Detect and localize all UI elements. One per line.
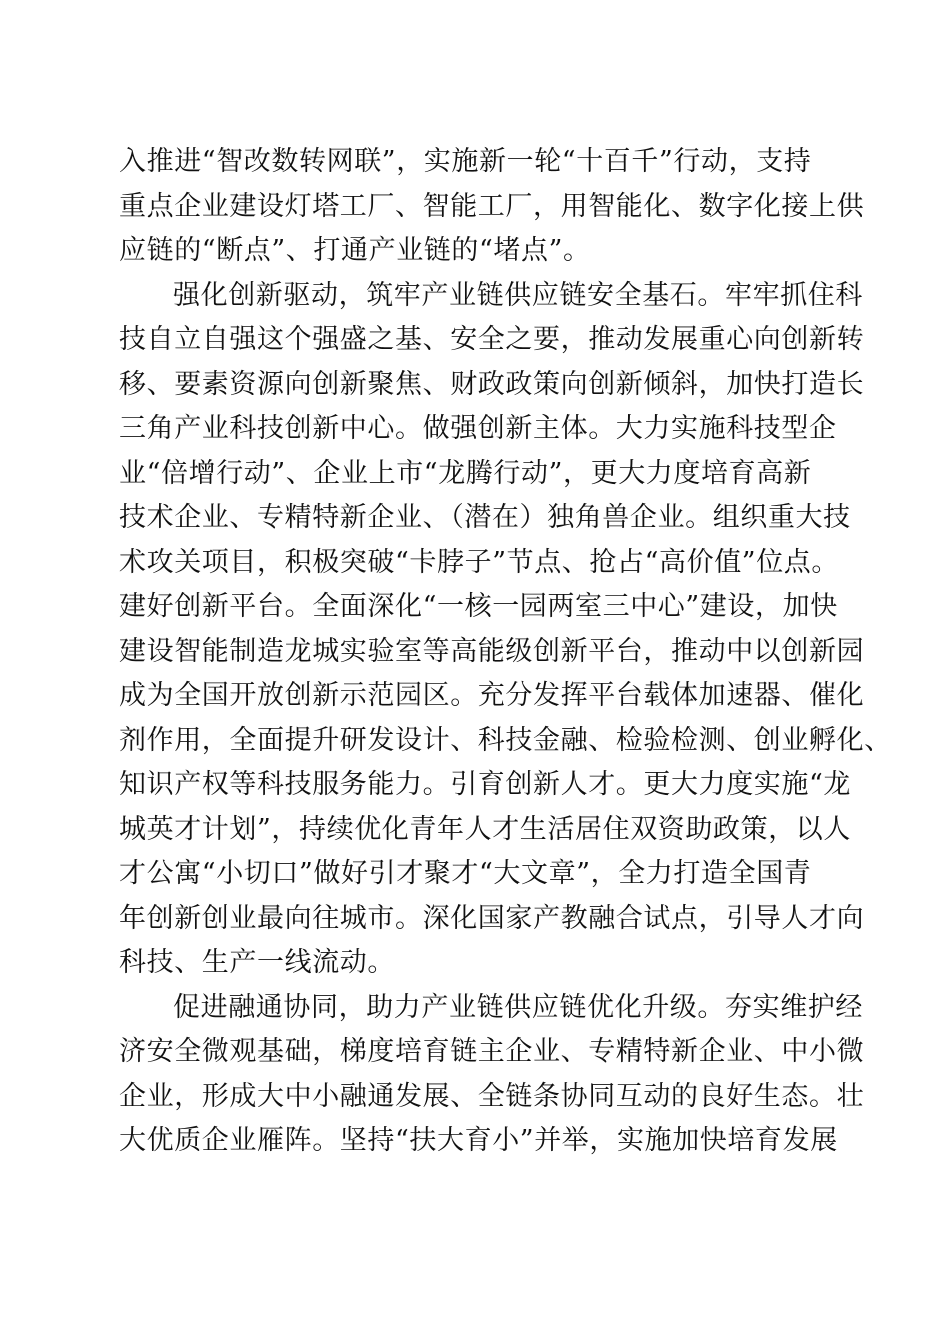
text-line: 移、要素资源向创新聚焦、财政政策向创新倾斜，加快打造长 bbox=[119, 368, 865, 400]
text-line: 剂作用，全面提升研发设计、科技金融、检验检测、创业孵化、 bbox=[119, 724, 892, 756]
text-line: 技术企业、专精特新企业、（潜在）独角兽企业。组织重大技 bbox=[119, 502, 851, 533]
text-line: 知识产权等科技服务能力。引育创新人才。更大力度实施“龙 bbox=[119, 769, 852, 800]
text-line: 业“倍增行动”、企业上市“龙腾行动”，更大力度培育高新 bbox=[119, 457, 812, 489]
text-line: 年创新创业最向往城市。深化国家产教融合试点，引导人才向 bbox=[119, 902, 865, 934]
text-line: 应链的“断点”、打通产业链的“堵点”。 bbox=[119, 235, 591, 266]
text-line: 建好创新平台。全面深化“一核一园两室三中心”建设，加快 bbox=[119, 591, 838, 622]
paragraph-start-line: 促进融通协同，助力产业链供应链优化升级。夯实维护经 bbox=[173, 991, 863, 1023]
body-text bbox=[119, 140, 892, 1164]
text-line: 术攻关项目，积极突破“卡脖子”节点、抢占“高价值”位点。 bbox=[119, 546, 840, 578]
text-line: 入推进“智改数转网联”，实施新一轮“十百千”行动，支持 bbox=[119, 146, 812, 177]
paragraph-start-line: 强化创新驱动，筑牢产业链供应链安全基石。牢牢抓住科 bbox=[173, 279, 863, 311]
text-line: 大优质企业雁阵。坚持“扶大育小”并举，实施加快培育发展 bbox=[119, 1125, 838, 1156]
text-line: 企业，形成大中小融通发展、全链条协同互动的良好生态。壮 bbox=[119, 1080, 865, 1112]
text-line: 科技、生产一线流动。 bbox=[119, 947, 395, 978]
text-line: 建设智能制造龙城实验室等高能级创新平台，推动中以创新园 bbox=[119, 635, 865, 667]
text-line: 才公寓“小切口”做好引才聚才“大文章”，全力打造全国青 bbox=[119, 858, 812, 889]
text-line: 三角产业科技创新中心。做强创新主体。大力实施科技型企 bbox=[119, 413, 837, 444]
text-line: 成为全国开放创新示范园区。充分发挥平台载体加速器、催化 bbox=[119, 680, 865, 711]
text-line: 城英才计划”，持续优化青年人才生活居住双资助政策，以人 bbox=[119, 813, 852, 845]
text-line: 重点企业建设灯塔工厂、智能工厂，用智能化、数字化接上供 bbox=[119, 190, 865, 222]
text-line: 技自立自强这个强盛之基、安全之要，推动发展重心向创新转 bbox=[119, 324, 865, 355]
text-line: 济安全微观基础，梯度培育链主企业、专精特新企业、中小微 bbox=[119, 1036, 865, 1067]
